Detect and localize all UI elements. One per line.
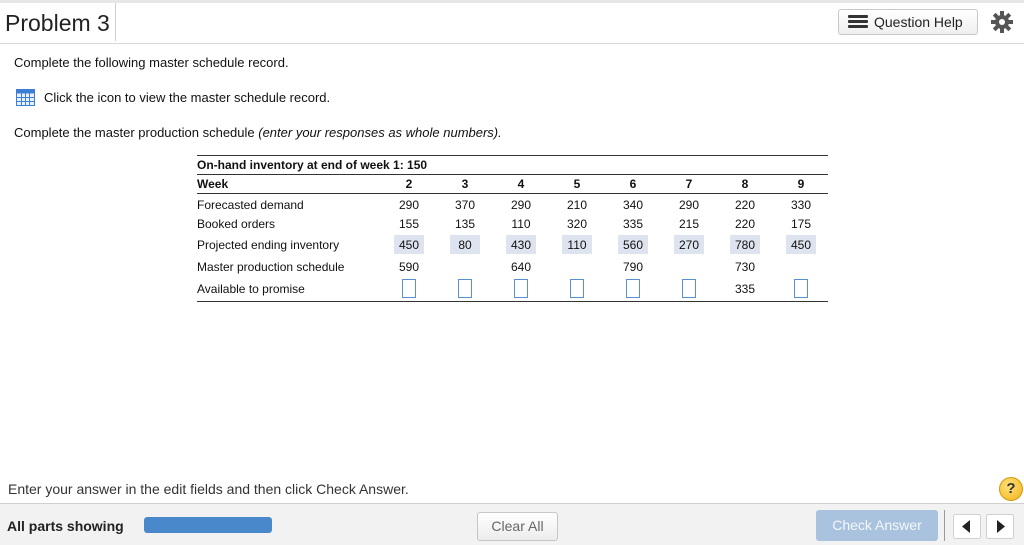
atp-cell: 335 [734, 282, 756, 296]
table-rule [197, 301, 828, 302]
atp-row [197, 279, 828, 299]
booked-cell: 220 [734, 217, 756, 231]
week-label: Week [197, 177, 229, 191]
table-rule [197, 193, 828, 194]
mps-cell: 640 [510, 260, 532, 274]
page-title: Problem 3 [5, 10, 110, 36]
mps-instruction-emphasis: (enter your responses as whole numbers). [258, 125, 502, 140]
forecast-cell: 340 [622, 198, 644, 212]
triangle-left-icon[interactable] [953, 514, 981, 539]
clear-all-button[interactable]: Clear All [477, 512, 558, 541]
help-icon[interactable]: ? [999, 477, 1023, 501]
mps-cell: 790 [622, 260, 644, 274]
atp-input-week-9[interactable] [794, 279, 808, 298]
week-cell: 6 [629, 177, 637, 191]
booked-cell: 135 [454, 217, 476, 231]
booked-cell: 110 [511, 217, 531, 231]
check-answer-button[interactable]: Check Answer [816, 510, 938, 541]
projected-inventory-label: Projected ending inventory [197, 238, 340, 252]
projected-cell: 780 [734, 238, 756, 252]
week-cell: 7 [685, 177, 693, 191]
booked-orders-label: Booked orders [197, 217, 276, 231]
question-help-button[interactable] [838, 9, 978, 35]
week-cell: 3 [461, 177, 469, 191]
atp-input-week-5[interactable] [570, 279, 584, 298]
atp-input-week-6[interactable] [626, 279, 640, 298]
projected-cell: 560 [622, 238, 644, 252]
mps-cell: 590 [398, 260, 420, 274]
title-box [0, 3, 116, 41]
projected-cell: 80 [458, 238, 472, 252]
gear-icon[interactable] [990, 10, 1014, 34]
booked-cell: 215 [678, 217, 700, 231]
triangle-right-icon[interactable] [986, 514, 1014, 539]
table-icon[interactable] [16, 89, 35, 106]
view-record-link[interactable]: Click the icon to view the master schedule record. [44, 90, 331, 105]
forecast-cell: 290 [398, 198, 420, 212]
atp-input-week-7[interactable] [682, 279, 696, 298]
week-cell: 9 [797, 177, 805, 191]
atp-input-week-4[interactable] [514, 279, 528, 298]
booked-cell: 155 [398, 217, 420, 231]
week-cell: 4 [517, 177, 525, 191]
forecast-cell: 220 [734, 198, 756, 212]
question-help-label: Question Help [874, 14, 963, 30]
week-cell: 8 [741, 177, 749, 191]
week-cell: 2 [405, 177, 413, 191]
progress-fill [144, 517, 272, 533]
on-hand-inventory-label: On-hand inventory at end of week 1: 150 [197, 158, 428, 172]
forecast-cell: 290 [510, 198, 532, 212]
mps-label: Master production schedule [197, 260, 345, 274]
projected-cell: 450 [790, 238, 812, 252]
atp-input-week-3[interactable] [458, 279, 472, 298]
projected-cell: 450 [398, 238, 420, 252]
mps-instruction-prefix: Complete the master production schedule [14, 125, 259, 140]
week-header-row [197, 174, 828, 194]
projected-cell: 430 [510, 238, 532, 252]
parts-status: All parts showing [7, 518, 124, 534]
answer-instruction: Enter your answer in the edit fields and then click Check Answer. [8, 481, 409, 497]
table-rule [197, 155, 828, 156]
atp-input-week-2[interactable] [402, 279, 416, 298]
forecast-cell: 330 [790, 198, 812, 212]
mps-instruction [14, 125, 502, 140]
mps-row [197, 257, 828, 277]
week-cell: 5 [573, 177, 581, 191]
forecast-row [197, 195, 828, 215]
booked-cell: 175 [790, 217, 812, 231]
projected-cell: 270 [678, 238, 700, 252]
progress-bar [144, 517, 272, 533]
forecast-cell: 290 [678, 198, 700, 212]
booked-orders-row [197, 214, 828, 234]
atp-label: Available to promise [197, 282, 305, 296]
mps-cell: 730 [734, 260, 756, 274]
forecast-cell: 370 [454, 198, 476, 212]
booked-cell: 335 [622, 217, 644, 231]
booked-cell: 320 [566, 217, 588, 231]
projected-cell: 110 [567, 238, 587, 252]
footer-bar [0, 503, 1024, 545]
forecast-label: Forecasted demand [197, 198, 304, 212]
footer-divider [944, 510, 945, 541]
projected-inventory-row [197, 235, 828, 255]
forecast-cell: 210 [566, 198, 588, 212]
instruction-text: Complete the following master schedule record. [14, 55, 289, 70]
list-icon [848, 15, 868, 29]
